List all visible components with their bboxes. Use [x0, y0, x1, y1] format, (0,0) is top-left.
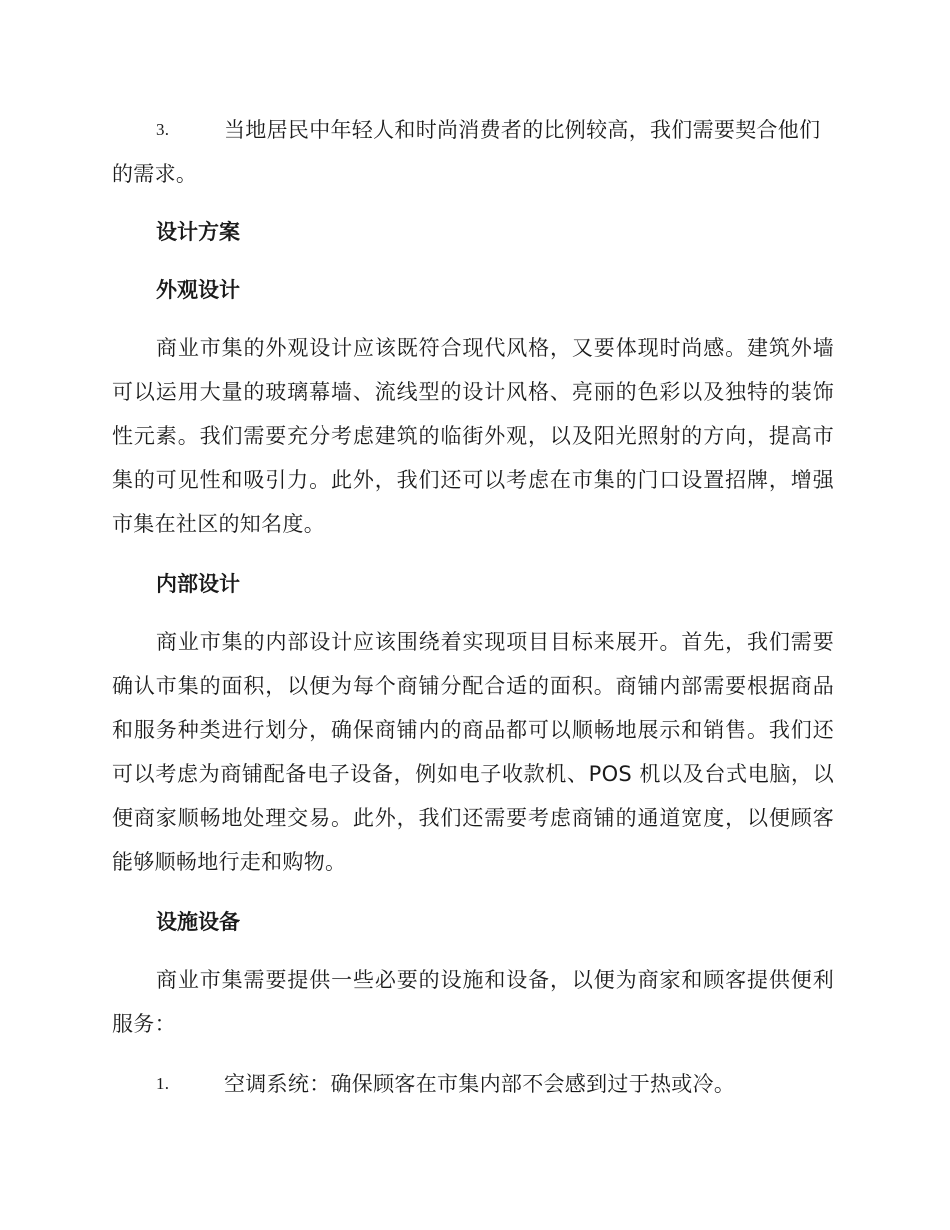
heading-design-plan: 设计方案: [156, 220, 240, 244]
heading-facilities: 设施设备: [156, 910, 240, 934]
list-number: 3.: [156, 120, 170, 139]
list-item-text: 空调系统：确保顾客在市集内部不会感到过于热或冷。: [224, 1072, 736, 1096]
heading-exterior-design: 外观设计: [156, 278, 240, 302]
list-item-text-line1: 当地居民中年轻人和时尚消费者的比例较高，我们需要契合他们: [224, 118, 821, 142]
paragraph-exterior-design: 商业市集的外观设计应该既符合现代风格，又要体现时尚感。建筑外墙可以运用大量的玻璃幕墙、流线型的设计风格、亮丽的色彩以及独特的装饰性元素。我们需要充分考虑建筑的临街外观，以及阳光照射的方向，提高市集的可见性和吸引力。此外，我们还可以考虑在市集的门口设置招牌，增强市集在社区的知名度。: [112, 336, 834, 536]
list-number: 1.: [156, 1074, 170, 1093]
list-item-1: [112, 1062, 834, 1106]
paragraph-facilities: 商业市集需要提供一些必要的设施和设备，以便为商家和顾客提供便利服务：: [112, 968, 834, 1036]
paragraph-interior-design: 商业市集的内部设计应该围绕着实现项目目标来展开。首先，我们需要确认市集的面积，以便为每个商铺分配合适的面积。商铺内部需要根据商品和服务种类进行划分，确保商铺内的商品都可以顺畅地展示和销售。我们还可以考虑为商铺配备电子设备，例如电子收款机、POS 机以及台式电脑，以便商家顺畅地处理交易。此外，我们还需要考虑商铺的通道宽度，以便顾客能够顺畅地行走和购物。: [112, 630, 834, 874]
list-item-text-line2: 的需求。: [112, 162, 198, 186]
list-item-3: [112, 108, 834, 196]
heading-interior-design: 内部设计: [156, 572, 240, 596]
